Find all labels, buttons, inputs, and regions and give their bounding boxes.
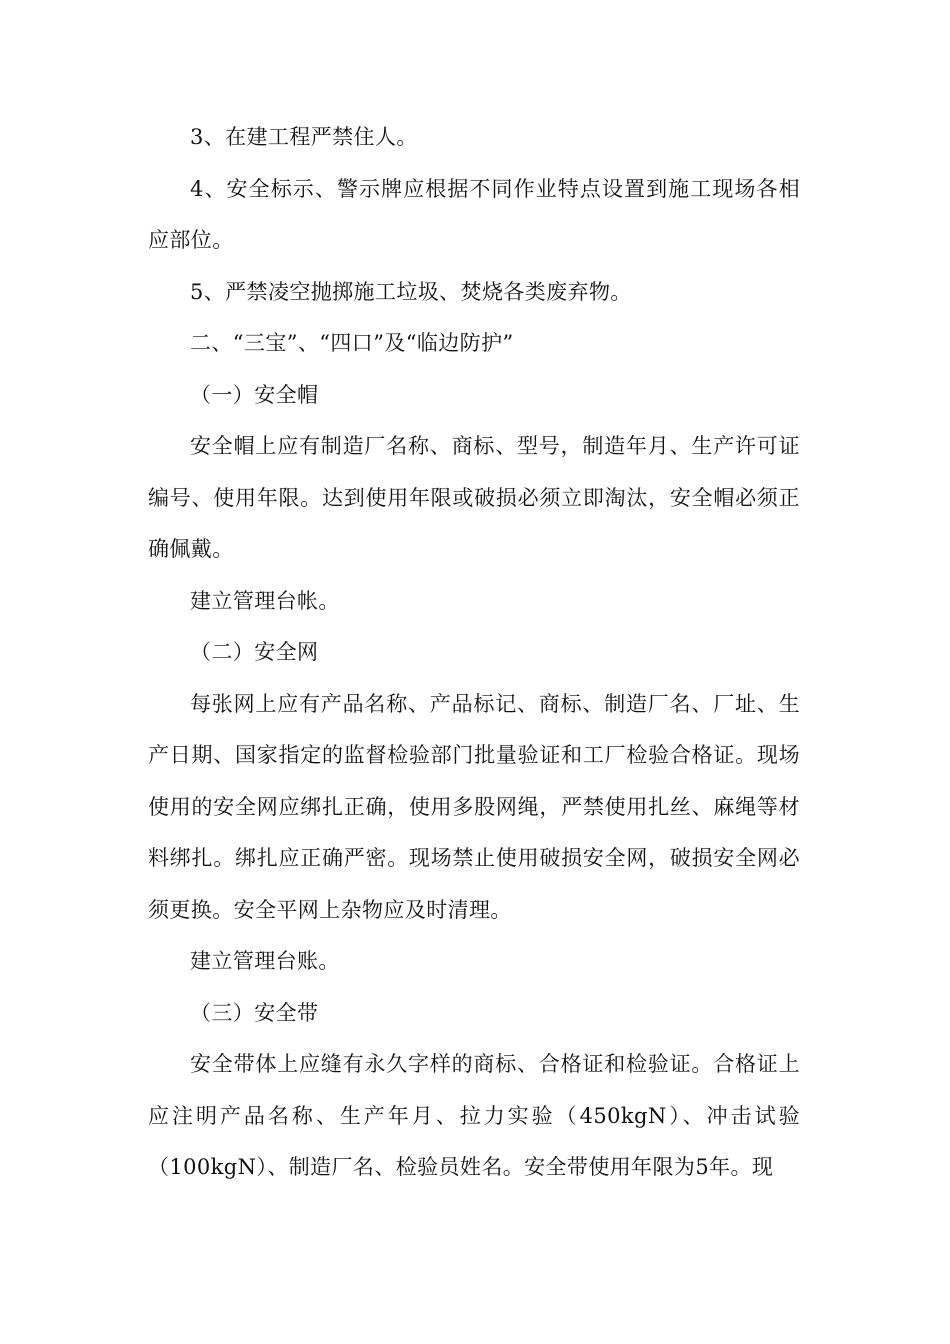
paragraph-item-5: 5、严禁凌空抛掷施工垃圾、焚烧各类废弃物。	[190, 279, 632, 304]
paragraph-item-4: 4、安全标示、警示牌应根据不同作业特点设置到施工现场各相应部位。	[148, 176, 800, 252]
section-heading-2: 二、“三宝”、“四口”及“临边防护”	[190, 331, 514, 355]
paragraph-net: 每张网上应有产品名称、产品标记、商标、制造厂名、厂址、生产日期、国家指定的监督检验部门批量验证和工厂检验合格证。现场使用的安全网应绑扎正确，使用多股网绳，严禁使用扎丝、麻绳等材料绑扎。绑扎应正确严密。现场禁止使用破损安全网，破损安全网必须更换。安全平网上杂物应及时清理。	[148, 691, 800, 922]
subheading-belt: （三）安全带	[190, 1000, 319, 1025]
subheading-helmet: （一）安全帽	[190, 382, 319, 407]
paragraph-helmet-ledger: 建立管理台帐。	[190, 588, 340, 613]
subheading-net: （二）安全网	[190, 640, 319, 664]
paragraph-helmet: 安全帽上应有制造厂名称、商标、型号，制造年月、生产许可证编号、使用年限。达到使用年限或破损必须立即淘汰，安全帽必须正确佩戴。	[148, 434, 800, 561]
paragraph-net-ledger: 建立管理台账。	[190, 949, 340, 973]
document-page	[148, 112, 800, 1194]
paragraph-item-3: 3、在建工程严禁住人。	[190, 125, 418, 149]
paragraph-belt: 安全带体上应缝有永久字样的商标、合格证和检验证。合格证上应注明产品名称、生产年月、拉力实验（450kgN）、冲击试验（100kgN）、制造厂名、检验员姓名。安全带使用年限为5年。现	[148, 1052, 800, 1179]
